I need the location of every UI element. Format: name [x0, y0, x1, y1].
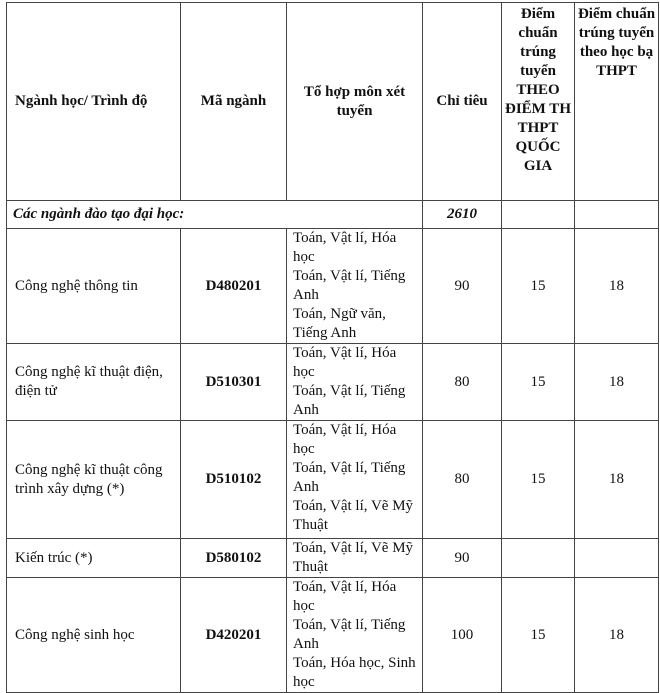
major-code: D480201 — [181, 229, 287, 344]
subject-combos — [287, 578, 423, 693]
subject-combo: Toán, Vật lí, Tiếng Anh — [293, 268, 406, 303]
section-label: Các ngành đào tạo đại học: — [7, 201, 423, 229]
major-name: Công nghệ thông tin — [7, 229, 181, 344]
header-row — [7, 3, 659, 201]
major-code: D510301 — [181, 344, 287, 421]
subject-combo: Toán, Vật lí, Hóa học — [293, 345, 397, 380]
major-name: Công nghệ kĩ thuật điện, điện tử — [7, 344, 181, 421]
subject-combos — [287, 344, 423, 421]
score-thpt — [502, 539, 575, 578]
score-thpt: 15 — [502, 344, 575, 421]
subject-combo: Toán, Vật lí, Hóa học — [293, 422, 397, 457]
subject-combo: Toán, Ngữ văn, Tiếng Anh — [293, 306, 386, 341]
major-name: Công nghệ kĩ thuật công trình xây dựng (*) — [7, 421, 181, 539]
header-major: Ngành học/ Trình độ — [7, 3, 181, 201]
score-thpt: 15 — [502, 421, 575, 539]
quota: 90 — [423, 229, 502, 344]
subject-combos — [287, 229, 423, 344]
major-name: Kiến trúc (*) — [7, 539, 181, 578]
table-row — [7, 344, 659, 421]
header-code: Mã ngành — [181, 3, 287, 201]
section-empty-1 — [502, 201, 575, 229]
subject-combo: Toán, Vật lí, Hóa học — [293, 579, 397, 614]
major-name: Công nghệ sinh học — [7, 578, 181, 693]
score-hocba: 18 — [575, 229, 659, 344]
table-row — [7, 229, 659, 344]
quota: 80 — [423, 344, 502, 421]
major-code: D510102 — [181, 421, 287, 539]
section-empty-2 — [575, 201, 659, 229]
major-code: D420201 — [181, 578, 287, 693]
score-thpt: 15 — [502, 229, 575, 344]
subject-combos — [287, 421, 423, 539]
admission-scores-table — [6, 2, 659, 693]
subject-combo: Toán, Hóa học, Sinh học — [293, 655, 416, 690]
header-score-thpt: Điểm chuẩn trúng tuyển THEO ĐIỂM TH THPT QUỐC GIA — [502, 3, 575, 201]
quota: 100 — [423, 578, 502, 693]
score-hocba: 18 — [575, 578, 659, 693]
subject-combo: Toán, Vật lí, Vẽ Mỹ Thuật — [293, 540, 414, 575]
table-row — [7, 539, 659, 578]
subject-combo: Toán, Vật lí, Hóa học — [293, 230, 397, 265]
score-thpt: 15 — [502, 578, 575, 693]
score-hocba: 18 — [575, 344, 659, 421]
score-hocba — [575, 539, 659, 578]
header-subject-combo: Tổ hợp môn xét tuyển — [287, 3, 423, 201]
section-total: 2610 — [423, 201, 502, 229]
quota: 90 — [423, 539, 502, 578]
subject-combo: Toán, Vật lí, Vẽ Mỹ Thuật — [293, 498, 414, 533]
header-quota: Chỉ tiêu — [423, 3, 502, 201]
subject-combos — [287, 539, 423, 578]
subject-combo: Toán, Vật lí, Tiếng Anh — [293, 617, 406, 652]
subject-combo: Toán, Vật lí, Tiếng Anh — [293, 460, 406, 495]
section-row — [7, 201, 659, 229]
quota: 80 — [423, 421, 502, 539]
header-score-hocba: Điểm chuẩn trúng tuyển theo học bạ THPT — [575, 3, 659, 201]
subject-combo: Toán, Vật lí, Tiếng Anh — [293, 383, 406, 418]
table-row — [7, 578, 659, 693]
score-hocba: 18 — [575, 421, 659, 539]
table-row — [7, 421, 659, 539]
major-code: D580102 — [181, 539, 287, 578]
